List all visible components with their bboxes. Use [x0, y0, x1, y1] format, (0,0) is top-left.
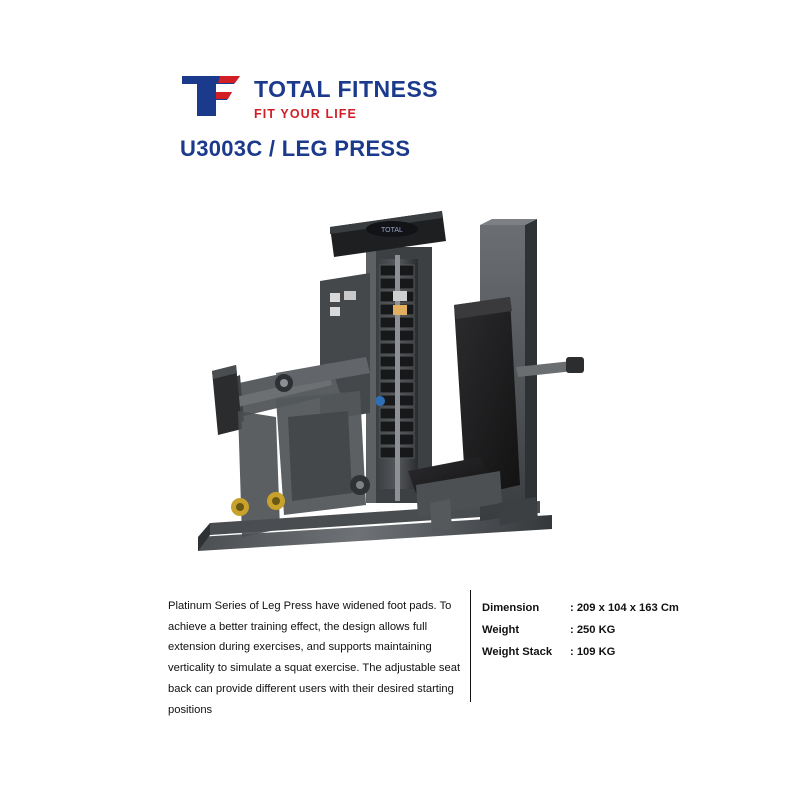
spec-value: : 250 KG — [570, 623, 616, 636]
spec-row — [482, 642, 672, 664]
brand-name: TOTAL FITNESS — [254, 76, 439, 102]
tf-monogram-icon — [180, 72, 242, 118]
spec-value: : 109 KG — [570, 645, 616, 658]
spec-label: Weight — [482, 623, 520, 636]
brand-header — [180, 72, 438, 121]
brand-text-block — [254, 72, 438, 121]
svg-text:TOTAL: TOTAL — [381, 227, 403, 234]
spec-divider — [470, 590, 471, 702]
spec-row — [482, 598, 679, 620]
spec-list — [482, 598, 679, 664]
spec-label: Weight Stack — [482, 645, 553, 658]
product-image — [180, 185, 620, 575]
spec-label: Dimension — [482, 602, 540, 614]
product-description: Platinum Series of Leg Press have widened foot pads. To achieve a better training effect, the design allows full extension during exercises, and supports maintaining verticality to simulate a squat exercise. The adjustable seat back can provide different users with their desired starting positions — [168, 600, 461, 716]
spec-value: : 209 x 104 x 163 Cm — [570, 602, 679, 614]
brand-tagline: FIT YOUR LIFE — [254, 107, 357, 121]
page-title: U3003C / LEG PRESS — [180, 136, 411, 161]
spec-row — [482, 620, 672, 642]
